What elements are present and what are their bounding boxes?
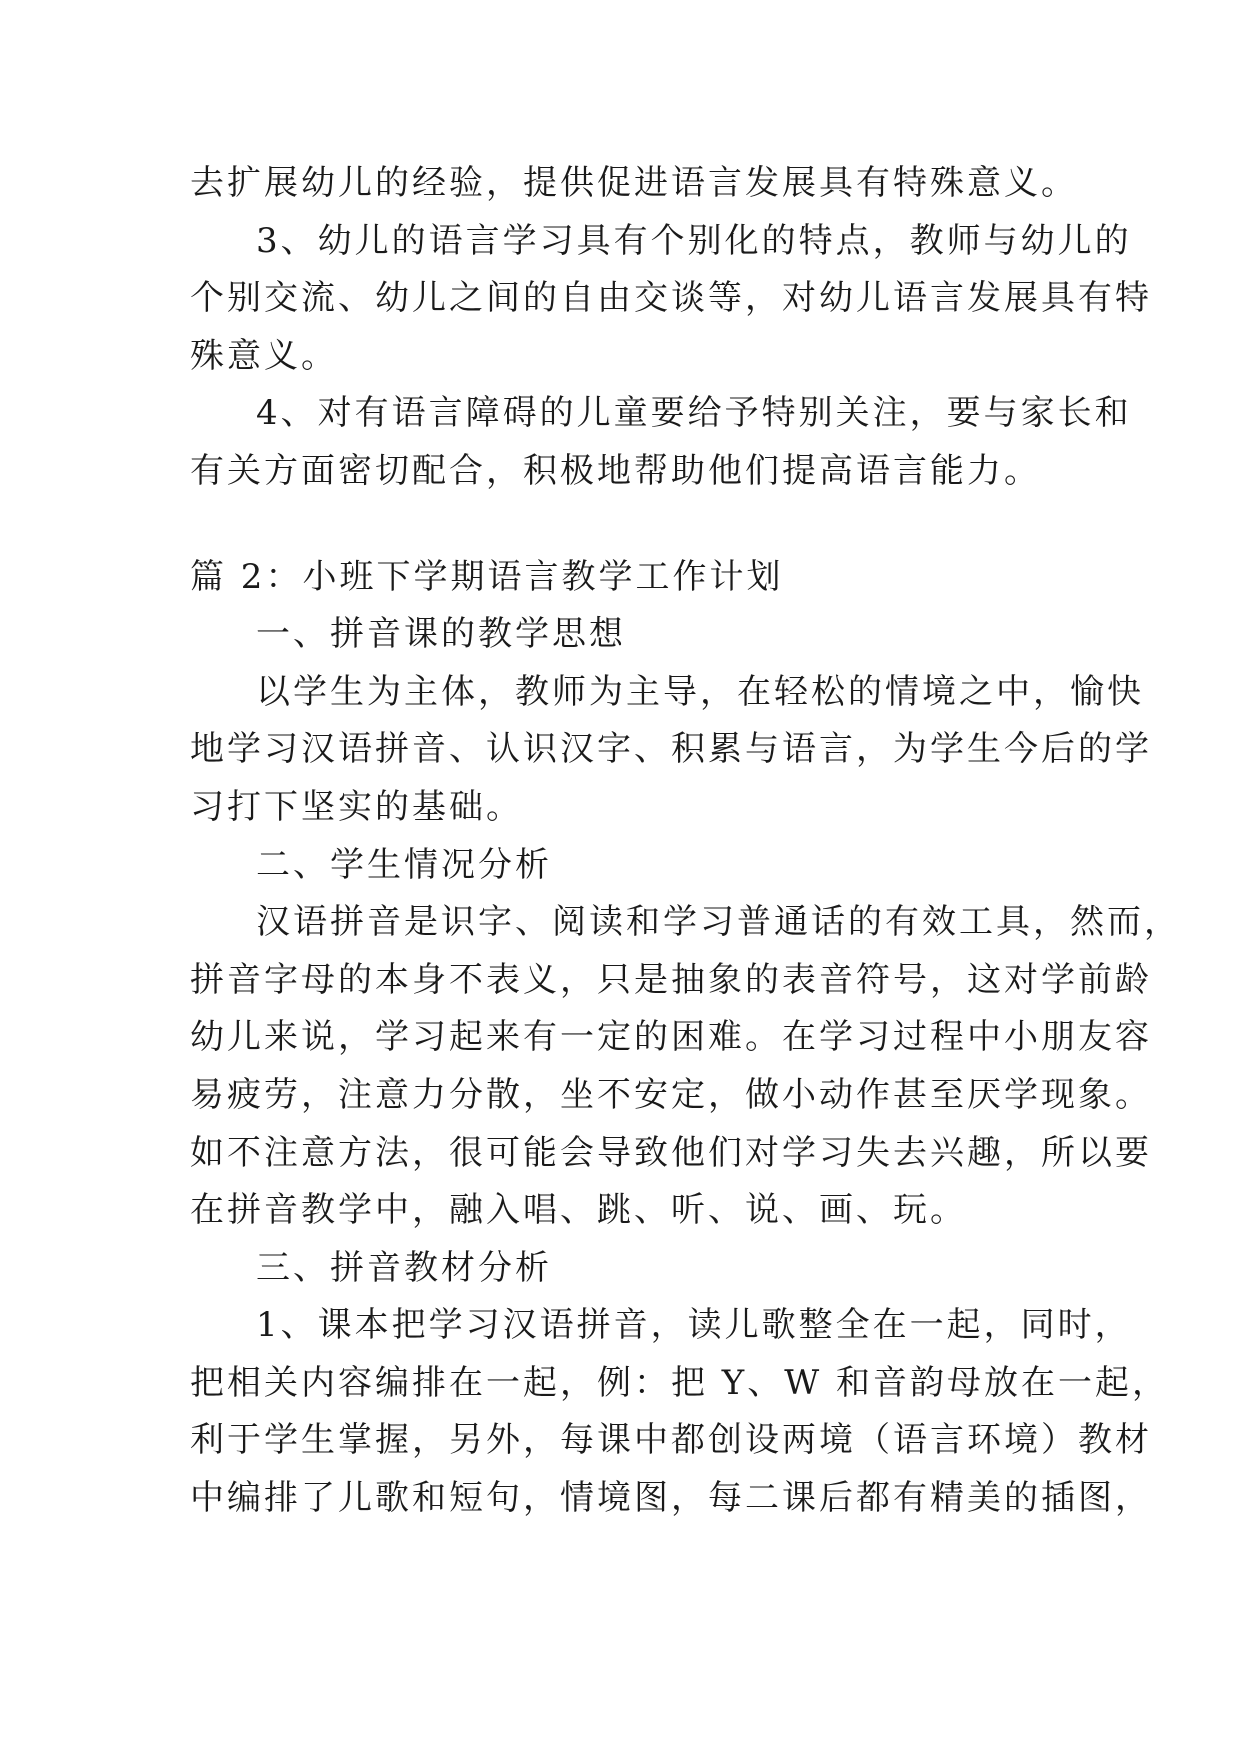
paragraph-line: 4、对有语言障碍的儿童要给予特别关注，要与家长和 [256, 393, 1132, 434]
paragraph-line: 汉语拼音是识字、阅读和学习普通话的有效工具，然而， [256, 902, 1181, 943]
paragraph-line: 在拼音教学中，融入唱、跳、听、说、画、玩。 [190, 1190, 967, 1231]
paragraph-line: 拼音字母的本身不表义，只是抽象的表音符号，这对学前龄 [190, 959, 1152, 1000]
paragraph-line: 个别交流、幼儿之间的自由交谈等，对幼儿语言发展具有特 [190, 278, 1152, 319]
paragraph-line: 1、课本把学习汉语拼音，读儿歌整全在一起，同时， [256, 1305, 1132, 1346]
paragraph-line: 殊意义。 [190, 335, 338, 376]
paragraph-line: 地学习汉语拼音、认识汉字、积累与语言，为学生今后的学 [190, 729, 1152, 770]
paragraph-line: 如不注意方法，很可能会导致他们对学习失去兴趣，所以要 [190, 1132, 1152, 1173]
paragraph-line: 3、幼儿的语言学习具有个别化的特点，教师与幼儿的 [256, 220, 1132, 261]
paragraph-line: 有关方面密切配合，积极地帮助他们提高语言能力。 [190, 450, 1041, 491]
paragraph-line: 中编排了儿歌和短句，情境图，每二课后都有精美的插图， [190, 1478, 1152, 1519]
heading-textbook-analysis: 三、拼音教材分析 [256, 1247, 552, 1288]
section-title: 篇 2：小班下学期语言教学工作计划 [190, 556, 784, 597]
paragraph-line: 利于学生掌握，另外，每课中都创设两境（语言环境）教材 [190, 1420, 1152, 1461]
paragraph-line: 去扩展幼儿的经验，提供促进语言发展具有特殊意义。 [190, 163, 1078, 203]
paragraph-line: 易疲劳，注意力分散，坐不安定，做小动作甚至厌学现象。 [190, 1074, 1152, 1115]
heading-teaching-philosophy: 一、拼音课的教学思想 [256, 614, 626, 655]
heading-student-analysis: 二、学生情况分析 [256, 844, 552, 885]
paragraph-line: 以学生为主体，教师为主导，在轻松的情境之中，愉快 [256, 671, 1144, 712]
paragraph-line: 把相关内容编排在一起，例：把 Y、W 和音韵母放在一起， [190, 1362, 1170, 1403]
section-spacer [190, 501, 1070, 549]
paragraph-line: 幼儿来说，学习起来有一定的困难。在学习过程中小朋友容 [190, 1017, 1152, 1058]
document-body [190, 155, 1181, 1528]
paragraph-line: 习打下坚实的基础。 [190, 786, 523, 827]
